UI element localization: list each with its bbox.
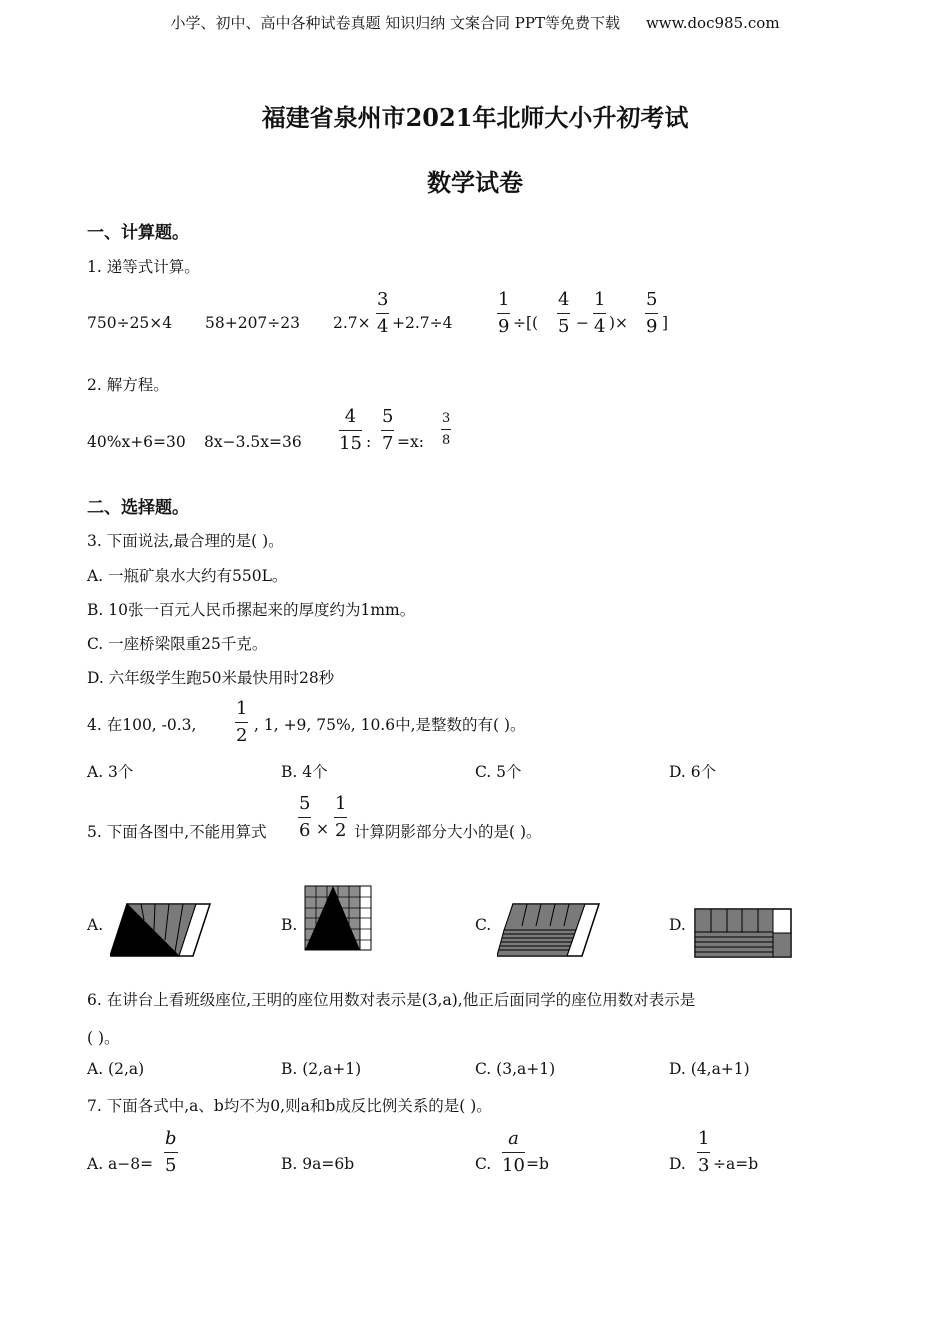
q1-expr3-a: 2.7× (333, 314, 371, 332)
page-title: 福建省泉州市2021年北师大小升初考试 (261, 103, 689, 132)
q4-option-c[interactable]: C. 5个 (475, 763, 522, 781)
q1-expr4-frac2: $\frac{4}{5}$ (558, 289, 570, 337)
q2-label: 2. 解方程。 (87, 376, 169, 394)
q6-option-d[interactable]: D. (4,a+1) (669, 1060, 750, 1078)
q3-option-b[interactable]: B. 10张一百元人民币摞起来的厚度约为1mm。 (87, 601, 416, 619)
q3-option-d[interactable]: D. 六年级学生跑50米最快用时28秒 (87, 669, 335, 687)
page-subtitle: 数学试卷 (427, 168, 523, 197)
q5-frac2: $\frac{1}{2}$ (335, 793, 347, 841)
q4-stem-b: , 1, +9, 75%, 10.6中,是整数的有( )。 (254, 716, 526, 734)
q4-option-b[interactable]: B. 4个 (281, 763, 328, 781)
q3-option-a[interactable]: A. 一瓶矿泉水大约有550L。 (87, 567, 288, 585)
q1-expr1: 750÷25×4 (87, 314, 173, 332)
q1-expr4-frac4: $\frac{5}{9}$ (646, 289, 658, 337)
q6-option-a[interactable]: A. (2,a) (87, 1060, 145, 1078)
q3-option-c[interactable]: C. 一座桥梁限重25千克。 (87, 635, 268, 653)
page-header (0, 12, 950, 33)
q6-stem: 6. 在讲台上看班级座位,王明的座位用数对表示是(3,a),他正后面同学的座位用数对表示是 (87, 991, 696, 1009)
q7-option-c-frac: $\frac{a}{10}$ (502, 1128, 525, 1176)
q1-expr4-d: ] (662, 314, 669, 332)
q4-option-a[interactable]: A. 3个 (87, 763, 134, 781)
q1-expr3-b: +2.7÷4 (392, 314, 453, 332)
q1-expr4-frac3: $\frac{1}{4}$ (594, 289, 606, 337)
section1-heading: 一、计算题。 (87, 223, 189, 243)
q1-expr4-a: ÷[( (513, 314, 539, 332)
q5-figure-b (304, 885, 372, 951)
q7-option-c[interactable]: C. (475, 1155, 492, 1173)
q5-figure-c (497, 902, 603, 958)
section2-heading: 二、选择题。 (87, 498, 189, 518)
q7-option-a-frac: $\frac{b}{5}$ (165, 1128, 177, 1176)
q6-option-b[interactable]: B. (2,a+1) (281, 1060, 362, 1078)
q2-eq3-b: =x: (397, 433, 424, 451)
q5-figure-a (110, 902, 214, 958)
q1-expr3-fraction: $\frac{3}{4}$ (377, 289, 389, 337)
q5-option-b[interactable]: B. (281, 916, 298, 934)
q3-stem: 3. 下面说法,最合理的是( )。 (87, 532, 284, 550)
q6-option-c[interactable]: C. (3,a+1) (475, 1060, 556, 1078)
q2-eq3-frac3: $\frac{3}{8}$ (442, 411, 451, 448)
q1-expr4-b: − (576, 314, 589, 332)
header-site[interactable]: www.doc985.com (645, 14, 780, 32)
q1-expr4-c: )× (609, 314, 629, 332)
q5-frac1: $\frac{5}{6}$ (299, 793, 311, 841)
q7-stem: 7. 下面各式中,a、b均不为0,则a和b成反比例关系的是( )。 (87, 1097, 492, 1115)
q2-eq1: 40%x+6=30 (87, 433, 186, 451)
q7-option-d[interactable]: D. (669, 1155, 686, 1173)
q5-stem-b: 计算阴影部分大小的是( )。 (354, 823, 542, 841)
q7-option-c-b: =b (526, 1155, 549, 1173)
q5-option-a[interactable]: A. (87, 916, 104, 934)
q7-option-a[interactable]: A. a−8= (87, 1155, 154, 1173)
q1-label: 1. 递等式计算。 (87, 258, 200, 276)
q4-stem-a: 4. 在100, -0.3, (87, 716, 197, 734)
q2-eq3-frac2: $\frac{5}{7}$ (382, 406, 394, 454)
q2-eq3-frac1: $\frac{4}{15}$ (339, 406, 362, 454)
header-text: 小学、初中、高中各种试卷真题 知识归纳 文案合同 PPT等免费下载 (170, 14, 620, 32)
q2-eq3-colon1: : (366, 433, 372, 451)
q7-option-b[interactable]: B. 9a=6b (281, 1155, 355, 1173)
q6-stem2: ( )。 (87, 1029, 120, 1047)
q7-option-d-frac: $\frac{1}{3}$ (698, 1128, 710, 1176)
q5-times: × (316, 820, 329, 838)
q1-expr4-frac1: $\frac{1}{9}$ (498, 289, 510, 337)
q5-option-d[interactable]: D. (669, 916, 686, 934)
q5-stem-a: 5. 下面各图中,不能用算式 (87, 823, 267, 841)
q7-option-d-b: ÷a=b (713, 1155, 759, 1173)
q2-eq2: 8x−3.5x=36 (204, 433, 302, 451)
q5-option-c[interactable]: C. (475, 916, 492, 934)
q4-option-d[interactable]: D. 6个 (669, 763, 717, 781)
q4-fraction: $\frac{1}{2}$ (236, 698, 248, 746)
q1-expr2: 58+207÷23 (205, 314, 301, 332)
q5-figure-d (694, 908, 792, 958)
